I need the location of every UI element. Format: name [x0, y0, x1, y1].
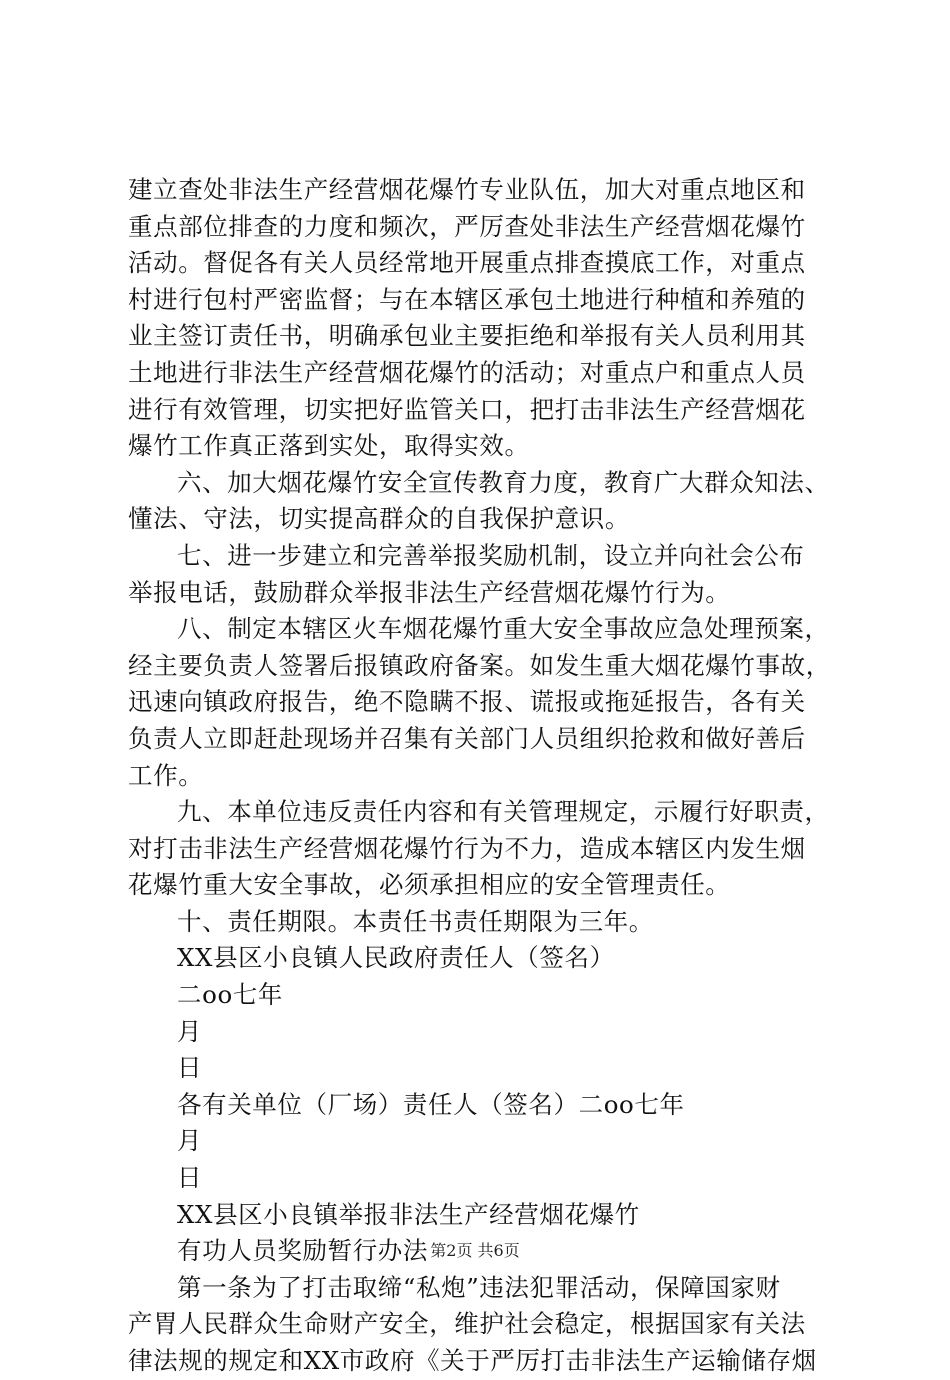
text-line: 业主签订责任书，明确承包业主要拒绝和举报有关人员利用其	[128, 321, 806, 351]
text-line: 第一条为了打击取缔“私炮”违法犯罪活动，保障国家财	[177, 1272, 781, 1302]
document-body	[128, 172, 831, 1380]
text-line: 村进行包村严密监督；与在本辖区承包土地进行种植和养殖的	[128, 284, 806, 314]
text-line: 月	[177, 1016, 203, 1046]
text-line: 六、加大烟花爆竹安全宣传教育力度，教育广大群众知法、	[177, 467, 830, 497]
text-line: 迅速向镇政府报告，绝不隐瞒不报、谎报或拖延报告，各有关	[128, 687, 806, 717]
text-line: 经主要负责人签署后报镇政府备案。如发生重大烟花爆竹事故，	[128, 650, 831, 680]
text-line: 工作。	[128, 760, 204, 790]
text-line: 土地进行非法生产经营烟花爆竹的活动；对重点户和重点人员	[128, 357, 806, 387]
text-line: 负责人立即赶赴现场并召集有关部门人员组织抢救和做好善后	[128, 723, 806, 753]
text-line: 有功人员奖励暂行办法	[177, 1236, 428, 1266]
text-line: 进行有效管理，切实把好监管关口，把打击非法生产经营烟花	[128, 394, 806, 424]
text-line: 重点部位排查的力度和频次，严厉查处非法生产经营烟花爆竹	[128, 211, 806, 241]
text-line: 建立查处非法生产经营烟花爆竹专业队伍，加大对重点地区和	[128, 175, 806, 204]
text-line: 日	[177, 1053, 203, 1083]
text-line: 对打击非法生产经营烟花爆竹行为不力，造成本辖区内发生烟	[128, 833, 806, 863]
page-number-footer: 第2页 共6页	[430, 1241, 520, 1260]
text-line: XX县区小良镇人民政府责任人（签名）	[177, 943, 615, 973]
text-line: 产胃人民群众生命财产安全，维护社会稳定，根据国家有关法	[128, 1309, 806, 1339]
text-line: XX县区小良镇举报非法生产经营烟花爆竹	[177, 1199, 640, 1229]
text-line: 十、责任期限。本责任书责任期限为三年。	[177, 906, 654, 936]
text-line: 二oo七年	[177, 980, 284, 1010]
text-line: 各有关单位（厂场）责任人（签名）二oo七年	[177, 1089, 685, 1119]
text-line: 九、本单位违反责任内容和有关管理规定，示履行好职责，	[177, 797, 830, 827]
text-line: 日	[177, 1163, 203, 1193]
text-line: 律法规的规定和XX市政府《关于严厉打击非法生产运输储存烟	[128, 1346, 817, 1375]
text-line: 活动。督促各有关人员经常地开展重点排查摸底工作，对重点	[128, 248, 806, 278]
text-line: 八、制定本辖区火车烟花爆竹重大安全事故应急处理预案，	[177, 614, 830, 644]
text-line: 月	[177, 1126, 203, 1156]
text-line: 懂法、守法，切实提高群众的自我保护意识。	[128, 504, 630, 534]
text-line: 七、进一步建立和完善举报奖励机制，设立并向社会公布	[177, 540, 805, 570]
text-line: 举报电话，鼓励群众举报非法生产经营烟花爆竹行为。	[128, 577, 731, 607]
text-line: 花爆竹重大安全事故，必须承担相应的安全管理责任。	[128, 870, 731, 900]
text-line: 爆竹工作真正落到实处，取得实效。	[128, 431, 530, 461]
